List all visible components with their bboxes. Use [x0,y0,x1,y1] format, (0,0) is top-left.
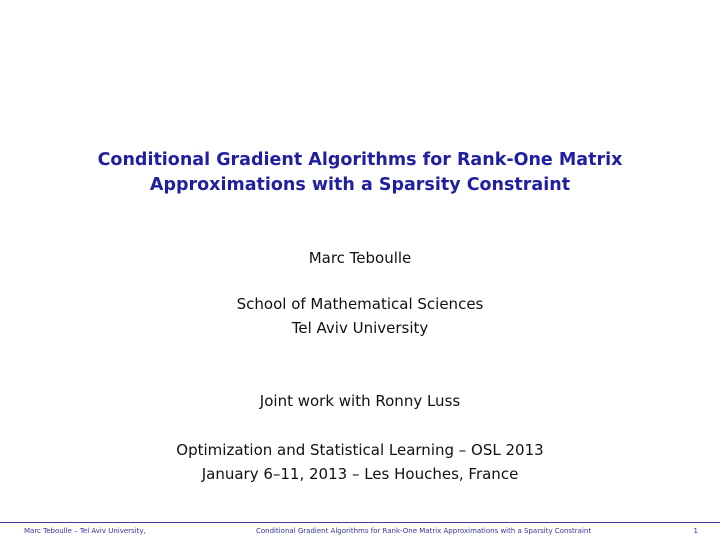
footer-author: Marc Teboulle – Tel Aviv University, [24,527,146,535]
footer-page-number: 1 [693,527,698,535]
affiliation-line-1: School of Mathematical Sciences [236,295,484,313]
author-name [0,246,720,270]
conference-line-2: January 6–11, 2013 – Les Houches, France [201,465,519,483]
title-line-1: Conditional Gradient Algorithms for Rank-One Matrix [97,150,623,170]
title-line-2: Approximations with a Sparsity Constraint [149,175,571,195]
affiliation [0,292,720,340]
conference-line-1: Optimization and Statistical Learning – OSL 2013 [176,441,544,459]
footer-title: Conditional Gradient Algorithms for Rank-One Matrix Approximations with a Sparsity Constraint [256,527,592,535]
slide-title [0,148,720,198]
joint-work [0,389,720,413]
author-text: Marc Teboulle [308,249,412,267]
conference-info [0,438,720,486]
joint-work-text: Joint work with Ronny Luss [259,392,461,410]
affiliation-line-2: Tel Aviv University [291,319,429,337]
footer-divider [0,522,720,523]
